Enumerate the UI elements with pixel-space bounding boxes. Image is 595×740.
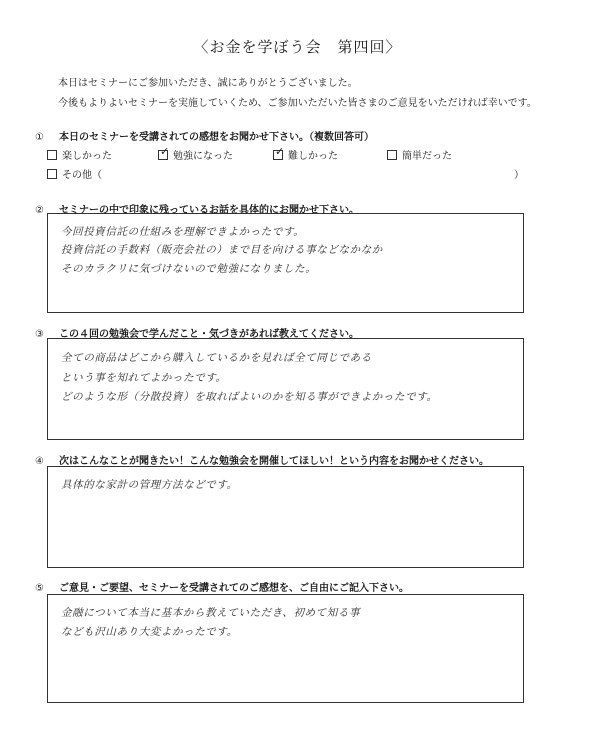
checkbox-educational[interactable] [158, 145, 170, 160]
answer-5-line-2: なども沢山あり大変よかったです。 [61, 626, 238, 638]
question-1-text: 本日のセミナーを受講されての感想をお聞かせ下さい。（複数回答可） [59, 132, 374, 143]
answer-2-line-3: そのカラクリに気づけないので勉強になりました。 [61, 263, 317, 275]
intro-line-2: 今後もよりよいセミナーを実施していくため、ご参加いただいた皆さまのご意見をいただければ幸いです。 [58, 98, 537, 109]
answer-3-line-1: 全ての商品はどこから購入しているかを見れば全て同じである [61, 352, 372, 364]
option-educational[interactable]: ✓ 勉強になった [160, 145, 233, 162]
question-3-number: ③ [35, 329, 44, 340]
option-other[interactable]: その他（ [47, 166, 102, 181]
option-other-close-paren: ） [514, 170, 524, 181]
intro-line-1: 本日はセミナーにご参加いただき、誠にありがとうございました。 [58, 78, 358, 89]
question-5-number: ⑤ [35, 583, 44, 594]
answer-2-line-2: 投資信託の手数料（販売会社の）まで目を向ける事などなかなか [61, 244, 383, 256]
option-difficult[interactable]: ✓ 難しかった [275, 145, 338, 162]
question-5-text: ご意見・ご要望、セミナーを受講されてのご感想を、ご自由にご記入下さい。 [59, 583, 409, 594]
answer-2-line-1: 今回投資信託の仕組みを理解できよかったです。 [61, 226, 305, 238]
checkbox-easy[interactable] [387, 150, 397, 160]
answer-box-3[interactable] [47, 338, 524, 440]
check-mark-icon: ✓ [275, 145, 285, 158]
question-5 [35, 579, 409, 594]
question-4-number: ④ [35, 456, 44, 467]
checkbox-fun[interactable] [47, 150, 57, 160]
question-2-text: セミナーの中で印象に残っているお話を具体的にお聞かせ下さい。 [59, 205, 359, 216]
check-mark-icon: ✓ [160, 145, 170, 158]
question-3-text: この４回の勉強会で学んだこと・気づきがあれば教えてください。 [59, 329, 359, 340]
checkbox-difficult[interactable] [273, 145, 285, 160]
answer-box-5[interactable] [47, 594, 524, 703]
answer-5-line-1: 金融について本当に基本から教えていただき、初めて知る事 [61, 607, 361, 619]
question-4-text: 次はこんなことが聞きたい！こんな勉強会を開催してほしい！という内容をお聞かせください。 [59, 456, 489, 467]
question-4 [35, 452, 489, 467]
answer-box-4[interactable] [47, 466, 524, 568]
answer-4-line-1: 具体的な家計の管理方法などです。 [61, 479, 238, 491]
question-1-number: ① [35, 132, 44, 143]
option-easy[interactable]: 簡単だった [387, 147, 452, 162]
answer-3-line-2: という事を知れてよかったです。 [61, 372, 227, 384]
question-1 [35, 128, 374, 143]
answer-box-2[interactable] [47, 213, 524, 313]
page-title: 〈お金を学ぼう会 第四回〉 [193, 38, 402, 56]
checkbox-other[interactable] [47, 169, 57, 179]
answer-3-line-3: どのような形（分散投資）を取ればよいのかを知る事ができよかったです。 [61, 391, 438, 403]
option-fun[interactable]: 楽しかった [47, 147, 112, 162]
question-2-number: ② [35, 205, 44, 216]
